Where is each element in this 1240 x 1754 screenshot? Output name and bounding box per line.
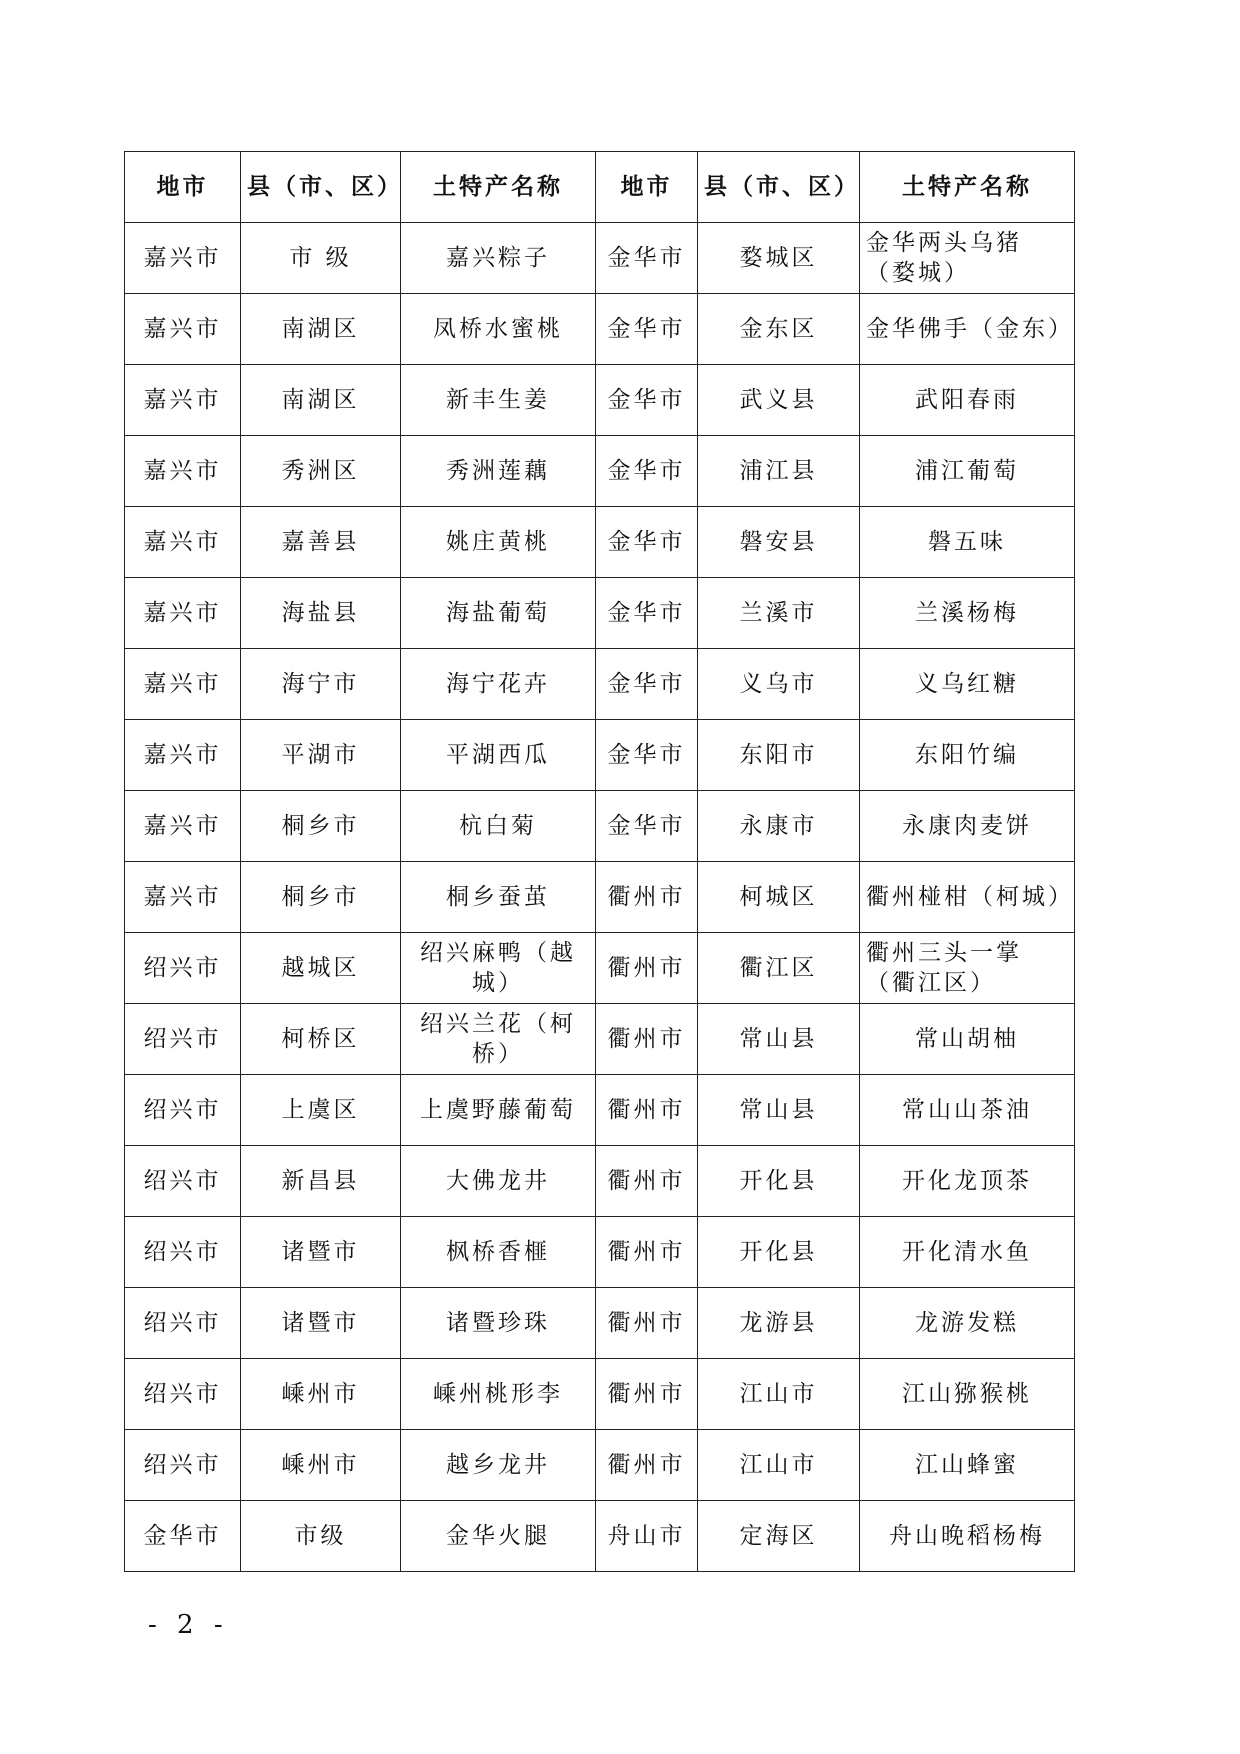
- table-cell: 上虞区: [241, 1075, 401, 1146]
- table-cell: 秀洲区: [241, 436, 401, 507]
- table-cell: 杭白菊: [401, 791, 596, 862]
- table-cell: 绍兴市: [125, 1075, 241, 1146]
- table-cell: 绍兴市: [125, 1146, 241, 1217]
- table-cell: 诸暨珍珠: [401, 1288, 596, 1359]
- table-cell: 衢州椪柑（柯城）: [860, 862, 1075, 933]
- table-cell: 南湖区: [241, 294, 401, 365]
- table-cell: 义乌红糖: [860, 649, 1075, 720]
- table-row: [125, 1359, 1075, 1430]
- table-cell: 金华市: [596, 365, 698, 436]
- table-cell: 新昌县: [241, 1146, 401, 1217]
- table-cell: 秀洲莲藕: [401, 436, 596, 507]
- table-cell: 衢州市: [596, 1217, 698, 1288]
- table-cell: 绍兴市: [125, 1004, 241, 1075]
- table-cell: 金华市: [596, 436, 698, 507]
- table-cell: 海盐县: [241, 578, 401, 649]
- specialty-products-table: [124, 151, 1075, 1572]
- table-row: [125, 1075, 1075, 1146]
- table-cell: 磐安县: [698, 507, 860, 578]
- table-cell: 婺城区: [698, 223, 860, 294]
- table-cell: 绍兴市: [125, 933, 241, 1004]
- table-cell: 嘉兴市: [125, 365, 241, 436]
- table-cell: 桐乡蚕茧: [401, 862, 596, 933]
- table-cell: 衢州市: [596, 1004, 698, 1075]
- table-cell: 金华市: [596, 791, 698, 862]
- table-cell: 武义县: [698, 365, 860, 436]
- table-cell: 海宁市: [241, 649, 401, 720]
- table-cell: 越城区: [241, 933, 401, 1004]
- table-cell: 舟山市: [596, 1501, 698, 1572]
- table-cell: 海宁花卉: [401, 649, 596, 720]
- table-cell: 金华火腿: [401, 1501, 596, 1572]
- table-cell: 衢江区: [698, 933, 860, 1004]
- table-cell: 衢州市: [596, 933, 698, 1004]
- table-row: [125, 933, 1075, 1004]
- table-cell: 金华两头乌猪（婺城）: [860, 223, 1075, 294]
- table-cell: 浦江葡萄: [860, 436, 1075, 507]
- table-row: [125, 223, 1075, 294]
- table-cell: 金华市: [596, 223, 698, 294]
- table-cell: 桐乡市: [241, 862, 401, 933]
- table-cell: 市 级: [241, 223, 401, 294]
- table-cell: 绍兴市: [125, 1430, 241, 1501]
- table-cell: 绍兴市: [125, 1288, 241, 1359]
- table-cell: 江山市: [698, 1359, 860, 1430]
- table-cell: 衢州市: [596, 1075, 698, 1146]
- table-cell: 市级: [241, 1501, 401, 1572]
- table-cell: 嘉兴市: [125, 436, 241, 507]
- table-cell: 定海区: [698, 1501, 860, 1572]
- table-cell: 绍兴兰花（柯桥）: [401, 1004, 596, 1075]
- table-row: [125, 507, 1075, 578]
- table-cell: 兰溪杨梅: [860, 578, 1075, 649]
- table-cell: 永康市: [698, 791, 860, 862]
- table-cell: 嘉兴市: [125, 862, 241, 933]
- table-cell: 江山蜂蜜: [860, 1430, 1075, 1501]
- table-cell: 绍兴麻鸭（越城）: [401, 933, 596, 1004]
- table-cell: 嘉兴市: [125, 791, 241, 862]
- table-cell: 嘉兴市: [125, 294, 241, 365]
- table-cell: 常山县: [698, 1075, 860, 1146]
- table-row: [125, 294, 1075, 365]
- table-cell: 平湖西瓜: [401, 720, 596, 791]
- table-cell: 金华市: [125, 1501, 241, 1572]
- table-cell: 金华市: [596, 578, 698, 649]
- column-header: 地市: [596, 152, 698, 223]
- table-row: [125, 1217, 1075, 1288]
- table-cell: 金华佛手（金东）: [860, 294, 1075, 365]
- table-cell: 大佛龙井: [401, 1146, 596, 1217]
- table-cell: 衢州市: [596, 1288, 698, 1359]
- table-row: [125, 578, 1075, 649]
- table-cell: 新丰生姜: [401, 365, 596, 436]
- table-cell: 金华市: [596, 294, 698, 365]
- table-cell: 金华市: [596, 720, 698, 791]
- table-row: [125, 365, 1075, 436]
- table-body: [125, 223, 1075, 1572]
- table-cell: 龙游发糕: [860, 1288, 1075, 1359]
- table-cell: 嘉善县: [241, 507, 401, 578]
- table-cell: 柯城区: [698, 862, 860, 933]
- table-row: [125, 720, 1075, 791]
- table-cell: 舟山晚稻杨梅: [860, 1501, 1075, 1572]
- table-cell: 江山市: [698, 1430, 860, 1501]
- page-number: - 2 -: [148, 1610, 229, 1640]
- table-cell: 诸暨市: [241, 1288, 401, 1359]
- table-row: [125, 436, 1075, 507]
- table-cell: 凤桥水蜜桃: [401, 294, 596, 365]
- column-header: 县（市、区）: [241, 152, 401, 223]
- table-cell: 开化龙顶茶: [860, 1146, 1075, 1217]
- table-cell: 嵊州桃形李: [401, 1359, 596, 1430]
- table-cell: 嘉兴粽子: [401, 223, 596, 294]
- table-cell: 绍兴市: [125, 1217, 241, 1288]
- table-cell: 浦江县: [698, 436, 860, 507]
- table-cell: 嵊州市: [241, 1430, 401, 1501]
- table-row: [125, 1004, 1075, 1075]
- table-cell: 兰溪市: [698, 578, 860, 649]
- table-cell: 常山山茶油: [860, 1075, 1075, 1146]
- table-cell: 绍兴市: [125, 1359, 241, 1430]
- table-cell: 柯桥区: [241, 1004, 401, 1075]
- table-row: [125, 791, 1075, 862]
- table-cell: 衢州市: [596, 1146, 698, 1217]
- table-cell: 嘉兴市: [125, 223, 241, 294]
- column-header: 土特产名称: [860, 152, 1075, 223]
- table-cell: 龙游县: [698, 1288, 860, 1359]
- table-cell: 越乡龙井: [401, 1430, 596, 1501]
- table-row: [125, 1146, 1075, 1217]
- table-cell: 永康肉麦饼: [860, 791, 1075, 862]
- table-row: [125, 649, 1075, 720]
- table-cell: 东阳竹编: [860, 720, 1075, 791]
- table-cell: 诸暨市: [241, 1217, 401, 1288]
- table-cell: 枫桥香榧: [401, 1217, 596, 1288]
- table-cell: 衢州市: [596, 1430, 698, 1501]
- table-row: [125, 1288, 1075, 1359]
- table-cell: 常山县: [698, 1004, 860, 1075]
- table-cell: 武阳春雨: [860, 365, 1075, 436]
- table-cell: 姚庄黄桃: [401, 507, 596, 578]
- table-cell: 开化县: [698, 1146, 860, 1217]
- table-cell: 衢州市: [596, 862, 698, 933]
- table-cell: 桐乡市: [241, 791, 401, 862]
- table-cell: 嘉兴市: [125, 578, 241, 649]
- table-cell: 嘉兴市: [125, 507, 241, 578]
- table-cell: 嘉兴市: [125, 649, 241, 720]
- table-cell: 常山胡柚: [860, 1004, 1075, 1075]
- column-header: 县（市、区）: [698, 152, 860, 223]
- table-cell: 嵊州市: [241, 1359, 401, 1430]
- table-cell: 开化县: [698, 1217, 860, 1288]
- table-row: [125, 1501, 1075, 1572]
- table-cell: 金华市: [596, 507, 698, 578]
- table-row: [125, 862, 1075, 933]
- table-cell: 金华市: [596, 649, 698, 720]
- table-cell: 义乌市: [698, 649, 860, 720]
- table-cell: 南湖区: [241, 365, 401, 436]
- table-cell: 江山猕猴桃: [860, 1359, 1075, 1430]
- column-header: 土特产名称: [401, 152, 596, 223]
- table-cell: 上虞野藤葡萄: [401, 1075, 596, 1146]
- table-cell: 嘉兴市: [125, 720, 241, 791]
- table-cell: 开化清水鱼: [860, 1217, 1075, 1288]
- table-header-row: [125, 152, 1075, 223]
- table-cell: 海盐葡萄: [401, 578, 596, 649]
- table-row: [125, 1430, 1075, 1501]
- table-cell: 衢州三头一掌（衢江区）: [860, 933, 1075, 1004]
- table-cell: 金东区: [698, 294, 860, 365]
- table-cell: 磐五味: [860, 507, 1075, 578]
- table-cell: 衢州市: [596, 1359, 698, 1430]
- column-header: 地市: [125, 152, 241, 223]
- table-cell: 平湖市: [241, 720, 401, 791]
- table-cell: 东阳市: [698, 720, 860, 791]
